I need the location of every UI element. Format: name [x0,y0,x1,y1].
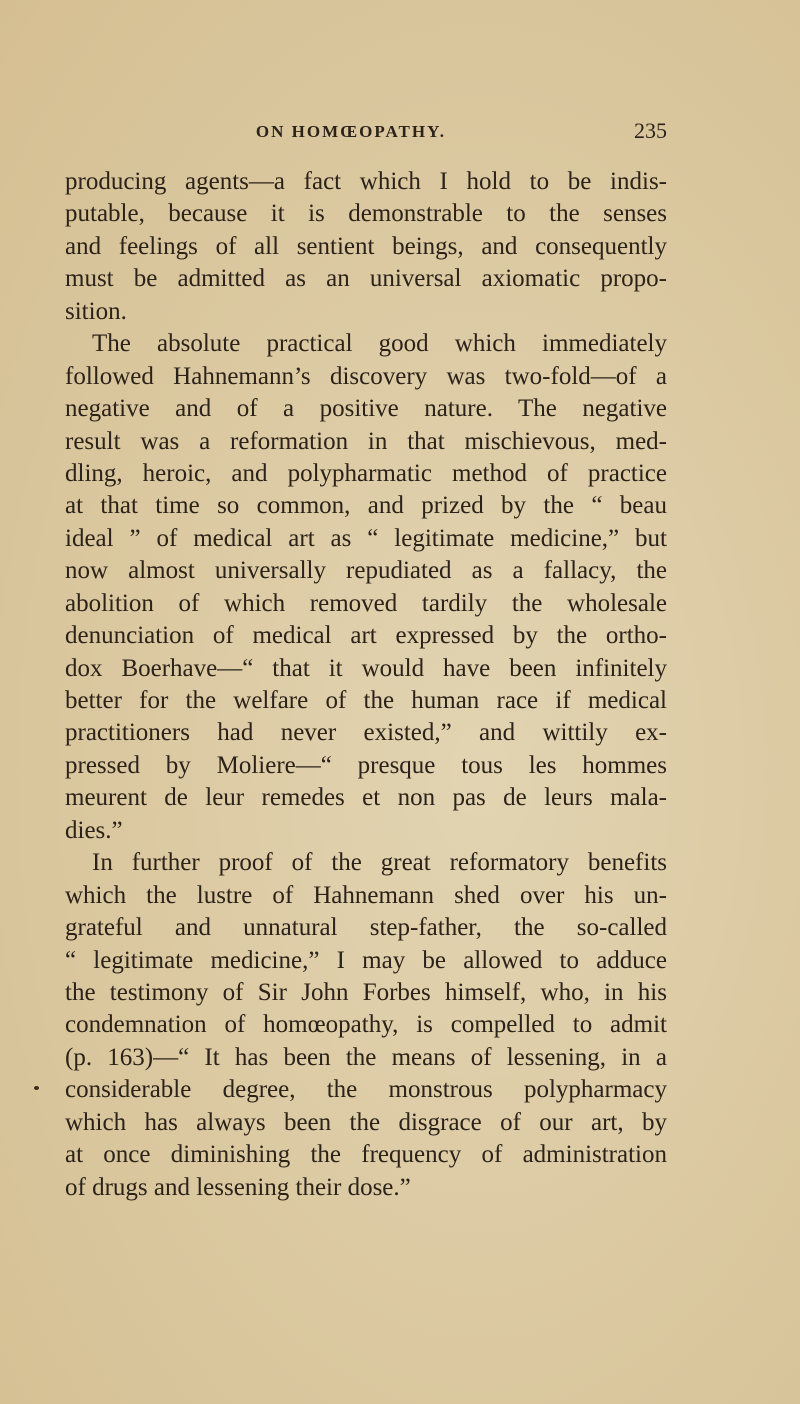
text-line: negative and of a positive nature. The negative [65,395,667,423]
text-line: producing agents—a fact which I hold to be indis- [65,168,667,195]
text-line: of drugs and lessening their dose.” [65,1173,411,1201]
text-line: dling, heroic, and polypharmatic method of practice [65,459,667,487]
text-line: “ legitimate medicine,” I may be allowed to adduce [65,946,667,974]
text-line: at once diminishing the frequency of administration [65,1141,667,1169]
text-line: ideal ” of medical art as “ legitimate medicine,” but [65,524,667,552]
text-line: denunciation of medical art expressed by the ortho- [65,622,667,650]
text-line: sition. [65,297,127,325]
body-text [65,166,667,1204]
text-line: and feelings of all sentient beings, and consequently [65,232,667,260]
text-line: at that time so common, and prized by the “ beau [65,492,667,520]
text-line: condemnation of homœopathy, is compelled to admit [65,1011,667,1039]
text-line: pressed by Moliere—“ presque tous les hommes [65,751,667,779]
text-line: (p. 163)—“ It has been the means of lessening, in a [65,1043,667,1071]
paper-speck [34,1086,39,1090]
text-line: In further proof of the great reformatory benefits [92,849,667,877]
text-line: followed Hahnemann’s discovery was two-fold—of a [65,362,667,390]
text-line: result was a reformation in that mischievous, med- [65,427,667,455]
text-line: the testimony of Sir John Forbes himself, who, in his [65,978,667,1006]
page-number: 235 [634,118,667,143]
text-line: practitioners had never existed,” and wittily ex- [65,719,667,747]
text-line: now almost universally repudiated as a fallacy, the [65,557,667,585]
text-line: abolition of which removed tardily the wholesale [65,589,667,617]
text-line: dox Boerhave—“ that it would have been infinitely [65,654,667,682]
text-line: must be admitted as an universal axiomatic propo- [65,265,667,293]
text-line: grateful and unnatural step-father, the so-called [65,914,667,942]
text-line: better for the welfare of the human race if medical [65,687,667,714]
text-line: The absolute practical good which immediately [92,330,667,358]
text-line: dies.” [65,816,123,844]
text-line: putable, because it is demonstrable to the senses [65,200,667,228]
page-header [65,118,667,148]
text-line: which has always been the disgrace of our art, by [65,1108,667,1136]
text-line: considerable degree, the monstrous polypharmacy [65,1076,667,1104]
running-title: ON HOMŒOPATHY. [255,122,447,141]
text-line: which the lustre of Hahnemann shed over his un- [65,881,667,909]
text-line: meurent de leur remedes et non pas de leurs mala- [65,784,667,812]
